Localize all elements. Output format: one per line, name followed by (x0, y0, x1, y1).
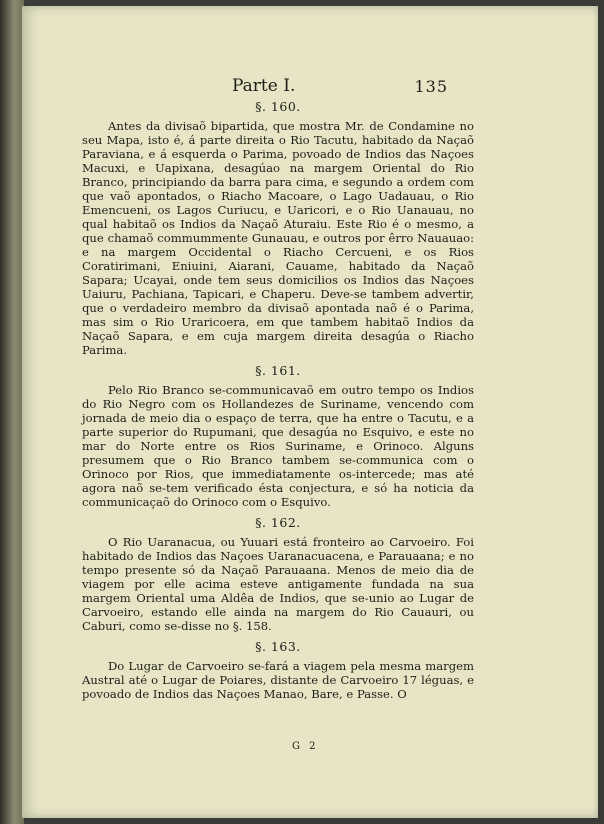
section-paragraph: Antes da divisaõ bipartida, que mostra Mr. de Condamine no seu Mapa, isto é, á parte direita o Rio Tacutu, habitado da Naçaõ Paraviana, e á esquerda o Parima, povoado de Indios das Naçoes Macuxi, e Uapixana, desagúao na margem Oriental do Rio Branco, principiando da barra para cima, e segundo a ordem com que vaõ apontados, o Riacho Macoare, o Lago Uadauau, o Rio Emencueni, os Lagos Curiucu, e Uaricori, e o Rio Uanauau, no qual habitaõ os Indios da Naçaõ Aturaiu. Este Rio é o mesmo, a que chamaõ commummente Gunauau, e outros por êrro Nauauao: e na margem Occidental o Riacho Cercueni, e os Rios Coratirimani, Eniuini, Aiarani, Cauame, habitado da Naçaõ Sapara; Ucayai, onde tem seus domicilios os Indios das Naçoes Uaiuru, Pachiana, Tapicari, e Chaperu. Deve-se tambem advertir, que o verdadeiro membro da divisaõ apontada naõ é o Parima, mas sim o Rio Uraricoera, em que tambem habitaõ Indios da Naçaõ Sapara, e em cuja margem direita desagúa o Riacho Parima. (82, 119, 474, 357)
text-body (82, 100, 474, 708)
section-heading: §. 163. (255, 639, 301, 654)
page-number: 135 (414, 77, 448, 96)
section-paragraph: Do Lugar de Carvoeiro se-fará a viagem pela mesma margem Austral até o Lugar de Poiares, distante de Carvoeiro 17 léguas, e povoado de Indios das Naçoes Manao, Bare, e Passe. O (82, 659, 474, 701)
previous-page-edge (0, 0, 24, 824)
signature-mark: G 2 (292, 741, 319, 752)
section-heading: §. 162. (255, 515, 301, 530)
book-page (22, 6, 598, 818)
section-paragraph: O Rio Uaranacua, ou Yuuari está fronteiro ao Carvoeiro. Foi habitado de Indios das Naçoes Uaranacuacena, e Parauaana; e no tempo presente só da Naçaõ Parauaana. Menos de meio dia de viagem por elle acima esteve antigamente fundada na sua margem Oriental uma Aldêa de Indios, que se-unio ao Lugar de Carvoeiro, estando elle ainda na margem do Rio Cauauri, ou Caburi, como se-disse no §. 158. (82, 535, 474, 633)
section-paragraph: Pelo Rio Branco se-communicavaõ em outro tempo os Indios do Rio Negro com os Hollandezes de Suriname, vencendo com jornada de meio dia o espaço de terra, que ha entre o Tacutu, e a parte superior do Rupumani, que desagúa no Esquivo, e este no mar do Norte entre os Rios Suriname, e Orinoco. Alguns presumem que o Rio Branco tambem se-communica com o Orinoco por Rios, que immediatamente os-intercede; mas até agora naõ se-tem verificado ésta conjectura, e só ha noticia da communicaçaõ do Orinoco com o Esquivo. (82, 383, 474, 509)
running-head: Parte I. (232, 76, 296, 96)
page-header (22, 76, 598, 102)
section-heading: §. 160. (255, 99, 301, 114)
section-heading: §. 161. (255, 363, 301, 378)
